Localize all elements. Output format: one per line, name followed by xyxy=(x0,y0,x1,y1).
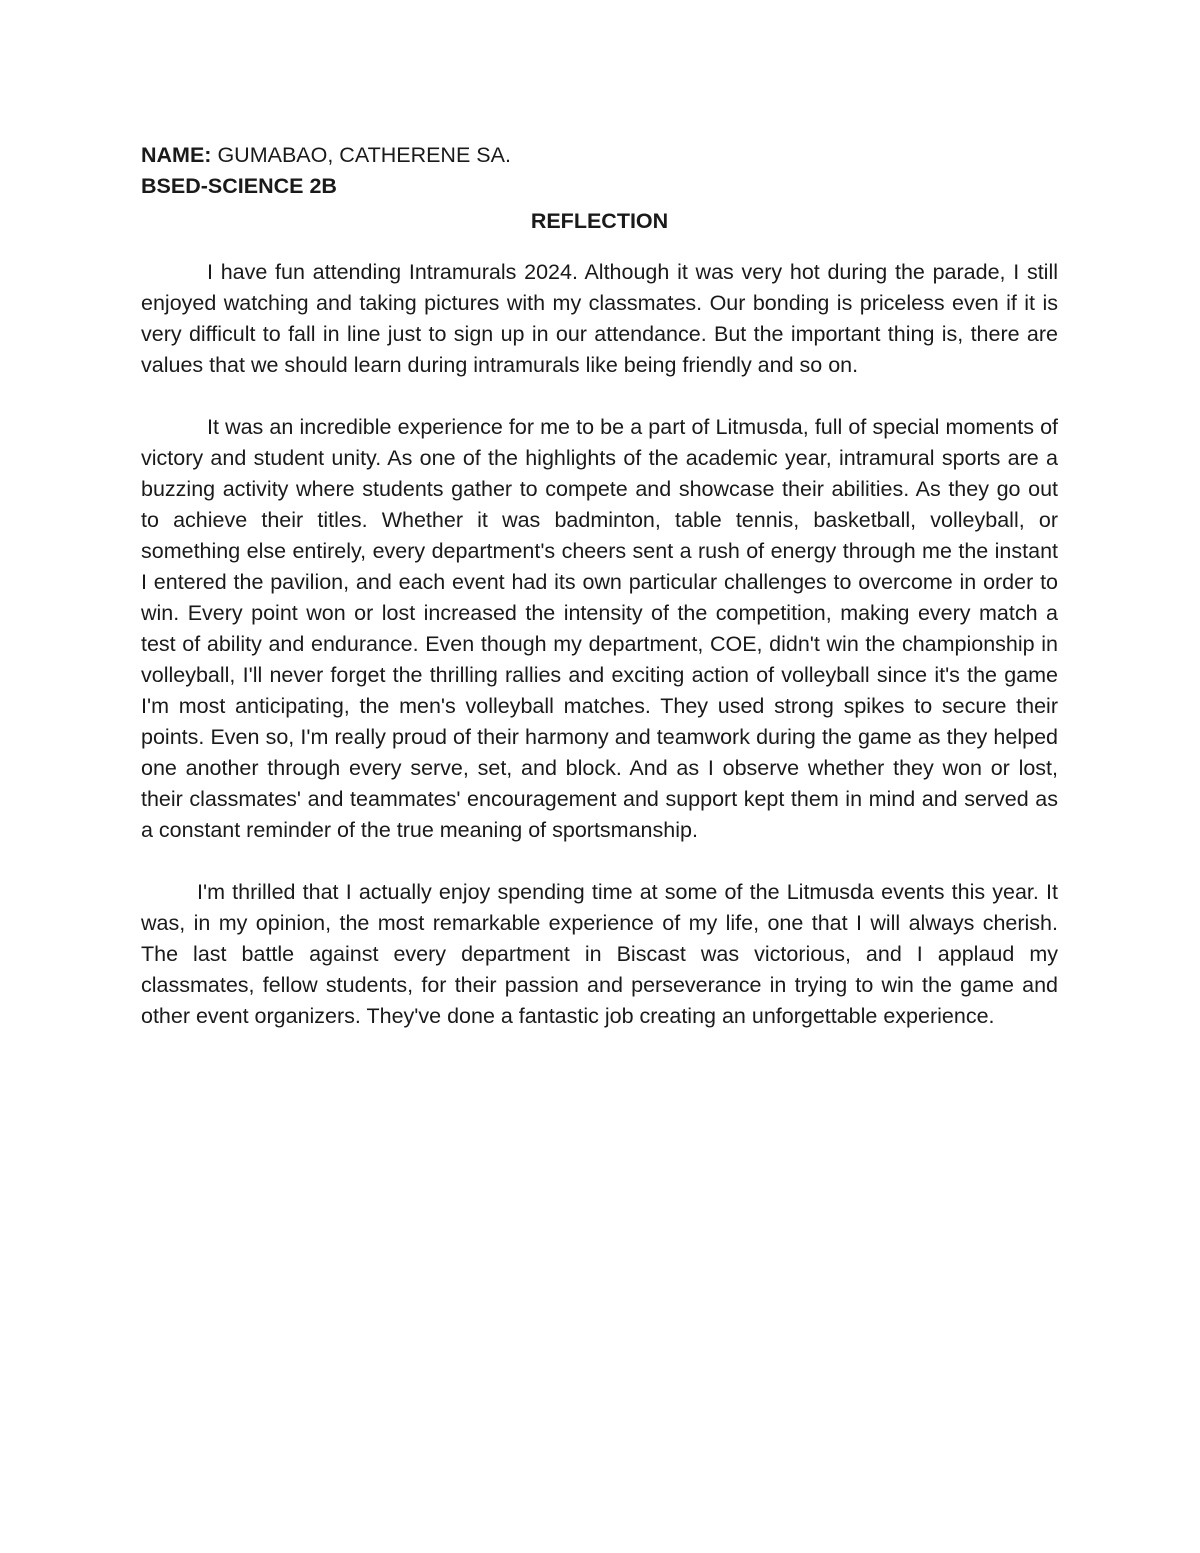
document-title: REFLECTION xyxy=(530,209,669,233)
paragraph-3: I'm thrilled that I actually enjoy spending time at some of the Litmusda events this year. It was, in my opinion, the most remarkable experience of my life, one that I will always cherish. The last battle against every department in Biscast was victorious, and I applaud my classmates, fellow students, for their passion and perseverance in trying to win the game and other event organizers. They've done a fantastic job creating an unforgettable experience. xyxy=(141,880,1058,1028)
course-line: BSED-SCIENCE 2B xyxy=(141,174,337,198)
name-line xyxy=(141,140,1058,171)
name-label: NAME: xyxy=(141,143,212,167)
name-value: GUMABAO, CATHERENE SA. xyxy=(211,143,511,167)
paragraph-1: I have fun attending Intramurals 2024. Although it was very hot during the parade, I still enjoyed watching and taking pictures with my classmates. Our bonding is priceless even if it is very difficult to fall in line just to sign up in our attendance. But the important thing is, there are values that we should learn during intramurals like being friendly and so on. xyxy=(141,260,1058,377)
document-body xyxy=(141,140,1058,1063)
paragraph-2: It was an incredible experience for me to be a part of Litmusda, full of special moments of victory and student unity. As one of the highlights of the academic year, intramural sports are a buzzing activity where students gather to compete and showcase their abilities. As they go out to achieve their titles. Whether it was badminton, table tennis, basketball, volleyball, or something else entirely, every department's cheers sent a rush of energy through me the instant I entered the pavilion, and each event had its own particular challenges to overcome in order to win. Every point won or lost increased the intensity of the competition, making every match a test of ability and endurance. Even though my department, COE, didn't win the championship in volleyball, I'll never forget the thrilling rallies and exciting action of volleyball since it's the game I'm most anticipating, the men's volleyball matches. They used strong spikes to secure their points. Even so, I'm really proud of their harmony and teamwork during the game as they helped one another through every serve, set, and block. And as I observe whether they won or lost, their classmates' and teammates' encouragement and support kept them in mind and served as a constant reminder of the true meaning of sportsmanship. xyxy=(141,415,1058,842)
